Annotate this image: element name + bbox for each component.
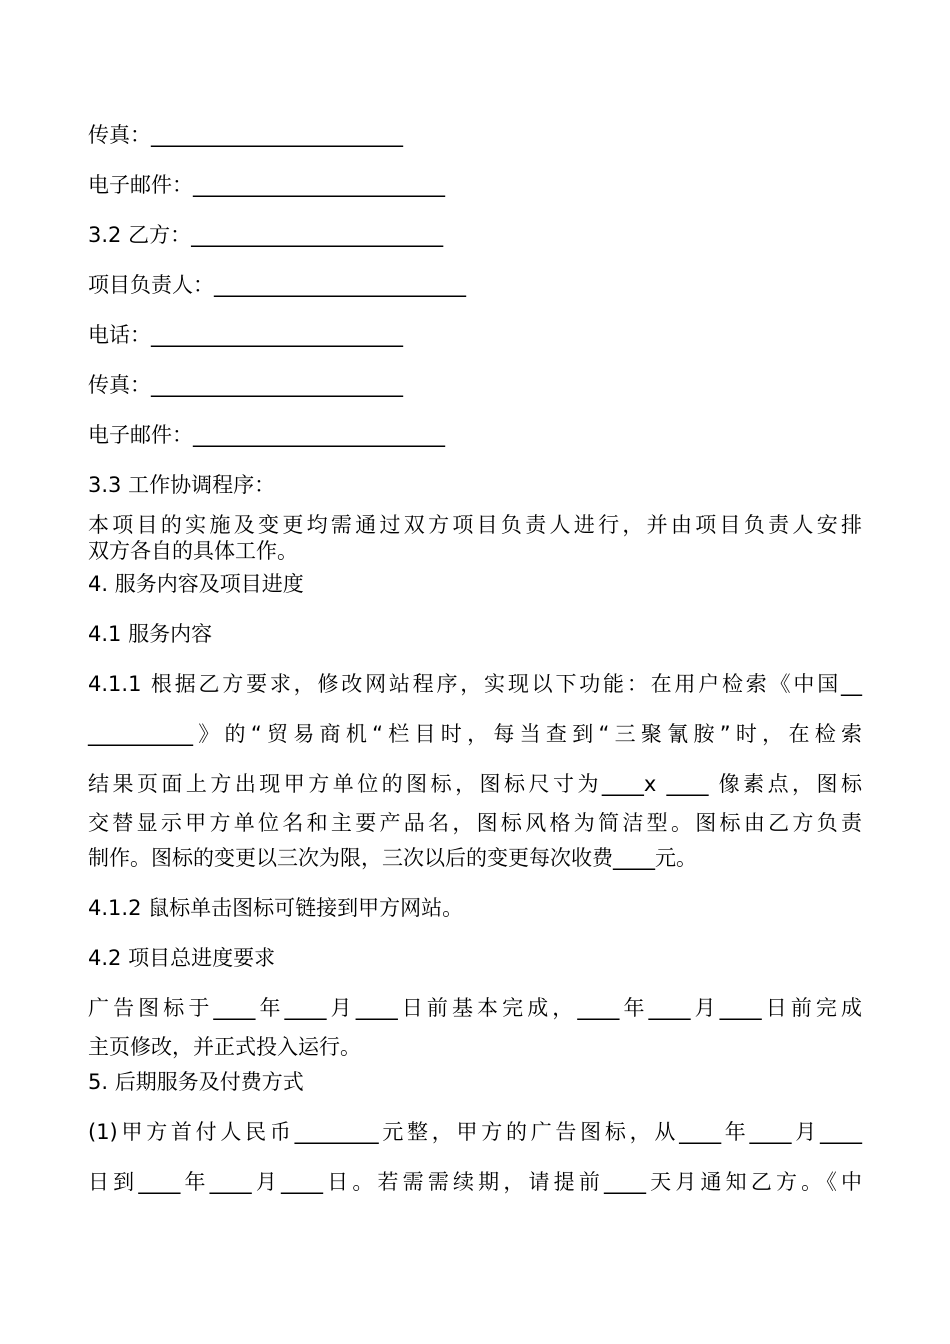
party-b-line: 3.2 乙方：________________________ [88, 223, 444, 247]
paragraph-line: 结果页面上方出现甲方单位的图标，图标尺寸为____x ____ 像素点，图标 [88, 772, 862, 796]
email-line-party-b: 电子邮件：________________________ [88, 423, 445, 447]
paragraph-line: 制作。图标的变更以三次为限，三次以后的变更每次收费____元。 [88, 846, 697, 870]
fax-line-party-b: 传真：________________________ [88, 373, 403, 397]
paragraph-line: 双方各自的具体工作。 [88, 539, 298, 563]
section-item-4-1-2: 4.1.2 鼠标单击图标可链接到甲方网站。 [88, 896, 464, 920]
email-line-party-a: 电子邮件：________________________ [88, 173, 445, 197]
section-heading-4: 4. 服务内容及项目进度 [88, 572, 304, 596]
paragraph-line: 交替显示甲方单位名和主要产品名，图标风格为简洁型。图标由乙方负责 [88, 811, 862, 835]
paragraph-line: __________》的“贸易商机“栏目时，每当查到“三聚氰胺”时，在检索 [88, 722, 862, 746]
paragraph-line: 广告图标于____年____月____日前基本完成，____年____月____日前完成 [88, 996, 862, 1020]
section-heading-3-3: 3.3 工作协调程序： [88, 473, 276, 497]
paragraph-line: 日到____年____月____日。若需需续期，请提前____天月通知乙方。《中 [88, 1170, 862, 1194]
paragraph-line: (1)甲方首付人民币________元整，甲方的广告图标，从____年____月____ [88, 1120, 862, 1144]
project-lead-line: 项目负责人：________________________ [88, 273, 466, 297]
section-heading-4-2: 4.2 项目总进度要求 [88, 946, 276, 970]
fax-line-party-a: 传真：________________________ [88, 123, 403, 147]
paragraph-line: 本项目的实施及变更均需通过双方项目负责人进行，并由项目负责人安排 [88, 513, 862, 537]
section-heading-4-1: 4.1 服务内容 [88, 622, 213, 646]
phone-line: 电话：________________________ [88, 323, 403, 347]
paragraph-line: 主页修改，并正式投入运行。 [88, 1035, 361, 1059]
paragraph-line: 4.1.1 根据乙方要求，修改网站程序，实现以下功能：在用户检索《中国__ [88, 672, 862, 696]
section-heading-5: 5. 后期服务及付费方式 [88, 1070, 304, 1094]
